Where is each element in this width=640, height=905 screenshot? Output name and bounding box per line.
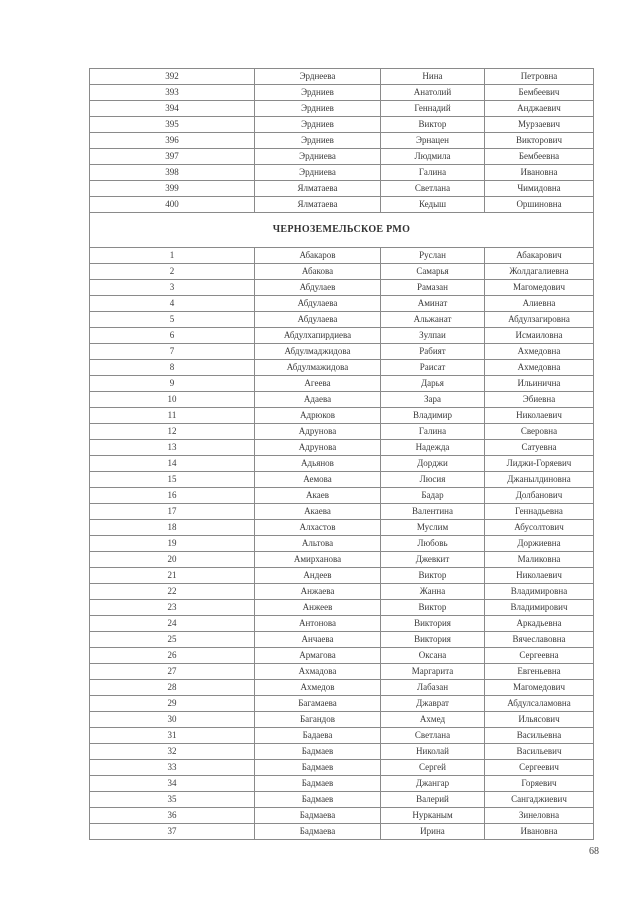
patronymic-cell: Мурзаевич [485,117,594,133]
patronymic-cell: Оршиновна [485,197,594,213]
first-name-cell: Сергей [381,760,485,776]
last-name-cell: Анчаева [255,632,381,648]
row-number-cell: 23 [90,600,255,616]
first-name-cell: Муслим [381,520,485,536]
last-name-cell: Ахмадова [255,664,381,680]
section-title: ЧЕРНОЗЕМЕЛЬСКОЕ РМО [90,213,594,248]
last-name-cell: Акаев [255,488,381,504]
table-row [90,440,594,456]
row-number-cell: 19 [90,536,255,552]
row-number-cell: 27 [90,664,255,680]
patronymic-cell: Джанылдиновна [485,472,594,488]
row-number-cell: 25 [90,632,255,648]
last-name-cell: Бадмаев [255,776,381,792]
table-row [90,133,594,149]
table-row [90,312,594,328]
first-name-cell: Виктория [381,632,485,648]
table-row [90,648,594,664]
last-name-cell: Ялматаева [255,181,381,197]
first-name-cell: Людмила [381,149,485,165]
first-name-cell: Самарья [381,264,485,280]
last-name-cell: Агеева [255,376,381,392]
last-name-cell: Алхастов [255,520,381,536]
patronymic-cell: Аркадьевна [485,616,594,632]
last-name-cell: Армагова [255,648,381,664]
last-name-cell: Абдулмаджидова [255,344,381,360]
row-number-cell: 17 [90,504,255,520]
row-number-cell: 26 [90,648,255,664]
table-row [90,712,594,728]
table-row [90,280,594,296]
row-number-cell: 393 [90,85,255,101]
table-row [90,85,594,101]
last-name-cell: Адрунова [255,440,381,456]
first-name-cell: Лабазан [381,680,485,696]
row-number-cell: 35 [90,792,255,808]
row-number-cell: 30 [90,712,255,728]
patronymic-cell: Абакарович [485,248,594,264]
patronymic-cell: Абусолтович [485,520,594,536]
table-body-after [90,248,594,840]
last-name-cell: Адаева [255,392,381,408]
patronymic-cell: Викторович [485,133,594,149]
first-name-cell: Джангар [381,776,485,792]
table-row [90,376,594,392]
last-name-cell: Анжеев [255,600,381,616]
row-number-cell: 395 [90,117,255,133]
table-row [90,584,594,600]
first-name-cell: Виктор [381,117,485,133]
row-number-cell: 397 [90,149,255,165]
patronymic-cell: Ахмедовна [485,344,594,360]
first-name-cell: Анатолий [381,85,485,101]
table-row [90,248,594,264]
first-name-cell: Дарья [381,376,485,392]
table-row [90,664,594,680]
first-name-cell: Эрнацен [381,133,485,149]
last-name-cell: Адрюков [255,408,381,424]
row-number-cell: 24 [90,616,255,632]
patronymic-cell: Владимирович [485,600,594,616]
row-number-cell: 37 [90,824,255,840]
first-name-cell: Любовь [381,536,485,552]
patronymic-cell: Магомедович [485,680,594,696]
first-name-cell: Валентина [381,504,485,520]
last-name-cell: Бадмаев [255,744,381,760]
last-name-cell: Абдулаева [255,312,381,328]
last-name-cell: Адрунова [255,424,381,440]
last-name-cell: Акаева [255,504,381,520]
row-number-cell: 6 [90,328,255,344]
table-row [90,296,594,312]
row-number-cell: 33 [90,760,255,776]
table-row [90,472,594,488]
last-name-cell: Эрдниев [255,133,381,149]
row-number-cell: 10 [90,392,255,408]
patronymic-cell: Евгеньевна [485,664,594,680]
table-row [90,264,594,280]
table-row [90,600,594,616]
patronymic-cell: Ахмедовна [485,360,594,376]
last-name-cell: Абдулмажидова [255,360,381,376]
last-name-cell: Эрдниев [255,117,381,133]
first-name-cell: Джевкит [381,552,485,568]
last-name-cell: Альтова [255,536,381,552]
first-name-cell: Виктор [381,568,485,584]
row-number-cell: 396 [90,133,255,149]
table-row [90,760,594,776]
first-name-cell: Дорджи [381,456,485,472]
patronymic-cell: Владимировна [485,584,594,600]
row-number-cell: 4 [90,296,255,312]
table-row [90,776,594,792]
table-row [90,101,594,117]
last-name-cell: Абдулаев [255,280,381,296]
first-name-cell: Джаврат [381,696,485,712]
last-name-cell: Абдулаева [255,296,381,312]
table-row [90,504,594,520]
row-number-cell: 7 [90,344,255,360]
table-row [90,181,594,197]
row-number-cell: 399 [90,181,255,197]
last-name-cell: Бадаева [255,728,381,744]
row-number-cell: 28 [90,680,255,696]
first-name-cell: Люсия [381,472,485,488]
first-name-cell: Виктория [381,616,485,632]
table-row [90,117,594,133]
patronymic-cell: Николаевич [485,568,594,584]
page-number: 68 [589,846,599,857]
table-row [90,408,594,424]
first-name-cell: Светлана [381,728,485,744]
patronymic-cell: Сатуевна [485,440,594,456]
first-name-cell: Виктор [381,600,485,616]
last-name-cell: Эрдниева [255,165,381,181]
table-row [90,616,594,632]
row-number-cell: 18 [90,520,255,536]
first-name-cell: Рамазан [381,280,485,296]
table-row [90,360,594,376]
patronymic-cell: Абдулсаламовна [485,696,594,712]
first-name-cell: Маргарита [381,664,485,680]
patronymic-cell: Магомедович [485,280,594,296]
last-name-cell: Бадмаева [255,808,381,824]
patronymic-cell: Бембеевна [485,149,594,165]
patronymic-cell: Ивановна [485,165,594,181]
row-number-cell: 400 [90,197,255,213]
first-name-cell: Зулпаи [381,328,485,344]
last-name-cell: Эрдниев [255,85,381,101]
table-row [90,488,594,504]
first-name-cell: Ирина [381,824,485,840]
section-header-row [90,213,594,248]
first-name-cell: Геннадий [381,101,485,117]
last-name-cell: Абакаров [255,248,381,264]
row-number-cell: 13 [90,440,255,456]
patronymic-cell: Жолдагалиевна [485,264,594,280]
patronymic-cell: Долбанович [485,488,594,504]
patronymic-cell: Ивановна [485,824,594,840]
table-row [90,165,594,181]
first-name-cell: Ахмед [381,712,485,728]
patronymic-cell: Доржиевна [485,536,594,552]
table-row [90,632,594,648]
patronymic-cell: Горяевич [485,776,594,792]
first-name-cell: Владимир [381,408,485,424]
row-number-cell: 1 [90,248,255,264]
row-number-cell: 2 [90,264,255,280]
patronymic-cell: Васильевна [485,728,594,744]
table-row [90,808,594,824]
patronymic-cell: Сангаджиевич [485,792,594,808]
table-row [90,680,594,696]
patronymic-cell: Зинеловна [485,808,594,824]
first-name-cell: Светлана [381,181,485,197]
last-name-cell: Абдулхапирдиева [255,328,381,344]
last-name-cell: Анжаева [255,584,381,600]
table-row [90,149,594,165]
table-row [90,520,594,536]
table-row [90,728,594,744]
patronymic-cell: Чимидовна [485,181,594,197]
patronymic-cell: Васильевич [485,744,594,760]
last-name-cell: Багандов [255,712,381,728]
patronymic-cell: Алиевна [485,296,594,312]
first-name-cell: Нурканым [381,808,485,824]
first-name-cell: Жанна [381,584,485,600]
table-row [90,744,594,760]
row-number-cell: 394 [90,101,255,117]
row-number-cell: 20 [90,552,255,568]
row-number-cell: 22 [90,584,255,600]
last-name-cell: Антонова [255,616,381,632]
table-row [90,696,594,712]
patronymic-cell: Ильинична [485,376,594,392]
row-number-cell: 5 [90,312,255,328]
row-number-cell: 392 [90,69,255,85]
row-number-cell: 15 [90,472,255,488]
last-name-cell: Ялматаева [255,197,381,213]
row-number-cell: 34 [90,776,255,792]
patronymic-cell: Бембеевич [485,85,594,101]
last-name-cell: Бадмаева [255,824,381,840]
table-row [90,552,594,568]
row-number-cell: 11 [90,408,255,424]
first-name-cell: Раисат [381,360,485,376]
section-header-body [90,213,594,248]
row-number-cell: 8 [90,360,255,376]
first-name-cell: Валерий [381,792,485,808]
row-number-cell: 32 [90,744,255,760]
table-row [90,197,594,213]
first-name-cell: Оксана [381,648,485,664]
last-name-cell: Эрдниев [255,101,381,117]
table-row [90,536,594,552]
table-body-before [90,69,594,213]
row-number-cell: 16 [90,488,255,504]
last-name-cell: Андеев [255,568,381,584]
patronymic-cell: Исмаиловна [485,328,594,344]
patronymic-cell: Николаевич [485,408,594,424]
row-number-cell: 14 [90,456,255,472]
first-name-cell: Руслан [381,248,485,264]
table-row [90,69,594,85]
row-number-cell: 21 [90,568,255,584]
first-name-cell: Кедыш [381,197,485,213]
last-name-cell: Ахмедов [255,680,381,696]
voter-list-table-wrap [89,68,589,840]
patronymic-cell: Сергеевич [485,760,594,776]
last-name-cell: Эрдниева [255,149,381,165]
table-row [90,328,594,344]
patronymic-cell: Геннадьевна [485,504,594,520]
last-name-cell: Бадмаев [255,760,381,776]
patronymic-cell: Вячеславовна [485,632,594,648]
row-number-cell: 36 [90,808,255,824]
row-number-cell: 9 [90,376,255,392]
patronymic-cell: Сверовна [485,424,594,440]
voter-list-table [89,68,594,840]
patronymic-cell: Лиджи-Горяевич [485,456,594,472]
table-row [90,456,594,472]
last-name-cell: Адьянов [255,456,381,472]
first-name-cell: Галина [381,165,485,181]
table-row [90,824,594,840]
table-row [90,344,594,360]
first-name-cell: Надежда [381,440,485,456]
patronymic-cell: Эбиевна [485,392,594,408]
row-number-cell: 31 [90,728,255,744]
last-name-cell: Амирханова [255,552,381,568]
last-name-cell: Багамаева [255,696,381,712]
patronymic-cell: Маликовна [485,552,594,568]
last-name-cell: Аемова [255,472,381,488]
table-row [90,792,594,808]
patronymic-cell: Анджаевич [485,101,594,117]
patronymic-cell: Петровна [485,69,594,85]
table-row [90,424,594,440]
first-name-cell: Зара [381,392,485,408]
table-row [90,392,594,408]
row-number-cell: 398 [90,165,255,181]
first-name-cell: Рабият [381,344,485,360]
first-name-cell: Альжанат [381,312,485,328]
patronymic-cell: Сергеевна [485,648,594,664]
first-name-cell: Нина [381,69,485,85]
last-name-cell: Эрднеева [255,69,381,85]
row-number-cell: 12 [90,424,255,440]
first-name-cell: Галина [381,424,485,440]
patronymic-cell: Ильясович [485,712,594,728]
row-number-cell: 3 [90,280,255,296]
first-name-cell: Николай [381,744,485,760]
table-row [90,568,594,584]
patronymic-cell: Абдулзагировна [485,312,594,328]
last-name-cell: Абакова [255,264,381,280]
row-number-cell: 29 [90,696,255,712]
first-name-cell: Бадар [381,488,485,504]
first-name-cell: Аминат [381,296,485,312]
last-name-cell: Бадмаев [255,792,381,808]
